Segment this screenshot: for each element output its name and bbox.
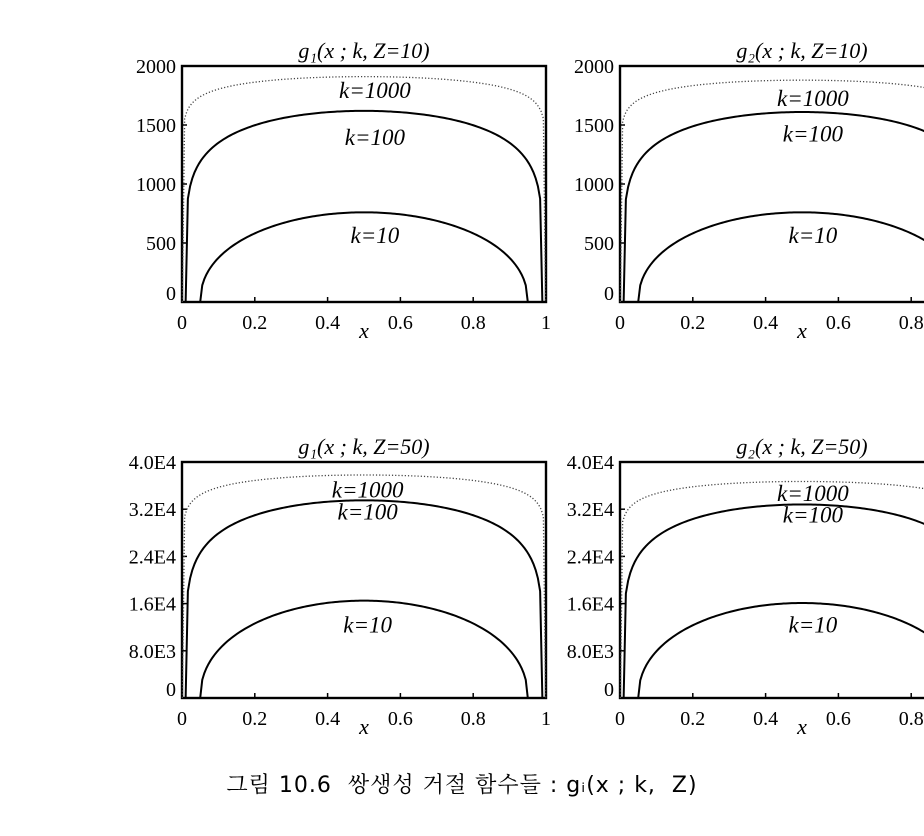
figure-caption: 그림 10.6 쌍생성 거절 함수들 : gᵢ(x ; k, Z) bbox=[226, 773, 698, 798]
curve-label: k=1000 bbox=[331, 477, 404, 503]
plot-frame bbox=[620, 462, 924, 698]
x-axis-label: x bbox=[797, 318, 807, 343]
y-tick-label: 0 bbox=[166, 679, 176, 701]
y-tick-label: 0 bbox=[604, 283, 614, 305]
curve-label: k=1000 bbox=[339, 77, 411, 103]
curve-label: k=10 bbox=[788, 612, 838, 638]
x-tick-label: 0.4 bbox=[315, 312, 341, 334]
chart-title: g₂(x ; k, Z=10) bbox=[736, 38, 868, 63]
y-tick-label: 2000 bbox=[136, 56, 176, 78]
x-tick-label: 0.2 bbox=[242, 708, 268, 730]
x-tick-label: 0.4 bbox=[753, 312, 779, 334]
y-tick-label: 1000 bbox=[574, 174, 614, 196]
curve-label: k=10 bbox=[788, 222, 838, 248]
x-tick-label: 0.2 bbox=[680, 708, 706, 730]
y-tick-label: 1500 bbox=[574, 115, 614, 137]
x-tick-label: 0.2 bbox=[680, 312, 706, 334]
x-tick-label: 0.8 bbox=[460, 708, 486, 730]
x-tick-label: 1 bbox=[541, 708, 551, 730]
series-k-10 bbox=[638, 212, 924, 302]
y-tick-label: 2.4E4 bbox=[566, 546, 614, 569]
chart-title: g₁(x ; k, Z=50) bbox=[298, 434, 430, 459]
series-k-100 bbox=[186, 500, 543, 698]
x-tick-label: 0.2 bbox=[242, 312, 268, 334]
y-tick-label: 0 bbox=[166, 283, 176, 305]
chart-title: g₂(x ; k, Z=50) bbox=[736, 434, 868, 459]
y-tick-label: 2.4E4 bbox=[128, 546, 176, 569]
y-tick-label: 4.0E4 bbox=[128, 452, 176, 474]
y-tick-label: 1000 bbox=[136, 174, 176, 196]
series-k-100 bbox=[624, 504, 924, 698]
y-tick-label: 4.0E4 bbox=[566, 452, 614, 474]
y-tick-label: 8.0E3 bbox=[128, 640, 176, 663]
series-k-1000 bbox=[620, 481, 924, 698]
x-tick-label: 0 bbox=[177, 312, 187, 334]
x-tick-label: 0 bbox=[177, 708, 187, 730]
y-tick-label: 1500 bbox=[136, 115, 176, 137]
x-tick-label: 0.6 bbox=[387, 312, 413, 334]
curve-label: k=1000 bbox=[777, 86, 849, 112]
x-tick-label: 0.6 bbox=[825, 708, 851, 730]
x-axis-label: x bbox=[359, 714, 369, 739]
chart-g2-z50 bbox=[548, 418, 924, 740]
y-tick-label: 500 bbox=[584, 233, 614, 255]
plot-frame bbox=[620, 66, 924, 302]
curve-label: k=1000 bbox=[777, 480, 849, 506]
y-tick-label: 3.2E4 bbox=[128, 499, 176, 522]
y-tick-label: 8.0E3 bbox=[566, 640, 614, 663]
curve-label: k=100 bbox=[337, 499, 398, 525]
curve-label: k=100 bbox=[782, 121, 844, 147]
y-tick-label: 500 bbox=[146, 233, 176, 255]
y-tick-label: 0 bbox=[604, 679, 614, 701]
series-k-10 bbox=[638, 603, 924, 698]
x-tick-label: 0 bbox=[615, 312, 625, 334]
x-axis-label: x bbox=[797, 714, 807, 739]
series-k-100 bbox=[624, 112, 924, 302]
curve-label: k=10 bbox=[350, 222, 400, 248]
x-tick-label: 0.4 bbox=[315, 708, 341, 730]
x-tick-label: 0.6 bbox=[825, 312, 851, 334]
x-tick-label: 0.6 bbox=[387, 708, 413, 730]
y-tick-label: 1.6E4 bbox=[566, 593, 614, 616]
x-tick-label: 0.4 bbox=[753, 708, 779, 730]
curve-label: k=100 bbox=[782, 502, 844, 528]
x-tick-label: 1 bbox=[541, 312, 551, 334]
chart-title: g₁(x ; k, Z=10) bbox=[298, 38, 430, 63]
chart-g1-z50 bbox=[100, 418, 560, 740]
x-axis-label: x bbox=[359, 318, 369, 343]
x-tick-label: 0 bbox=[615, 708, 625, 730]
curve-label: k=10 bbox=[343, 612, 393, 638]
x-tick-label: 0.8 bbox=[460, 312, 486, 334]
chart-g1-z10 bbox=[100, 28, 560, 350]
y-tick-label: 1.6E4 bbox=[128, 593, 176, 616]
y-tick-label: 3.2E4 bbox=[566, 499, 614, 522]
x-tick-label: 0.8 bbox=[898, 708, 924, 730]
x-tick-label: 0.8 bbox=[898, 312, 924, 334]
curve-label: k=100 bbox=[344, 124, 406, 150]
chart-g2-z10 bbox=[558, 28, 924, 350]
y-tick-label: 2000 bbox=[574, 56, 614, 78]
